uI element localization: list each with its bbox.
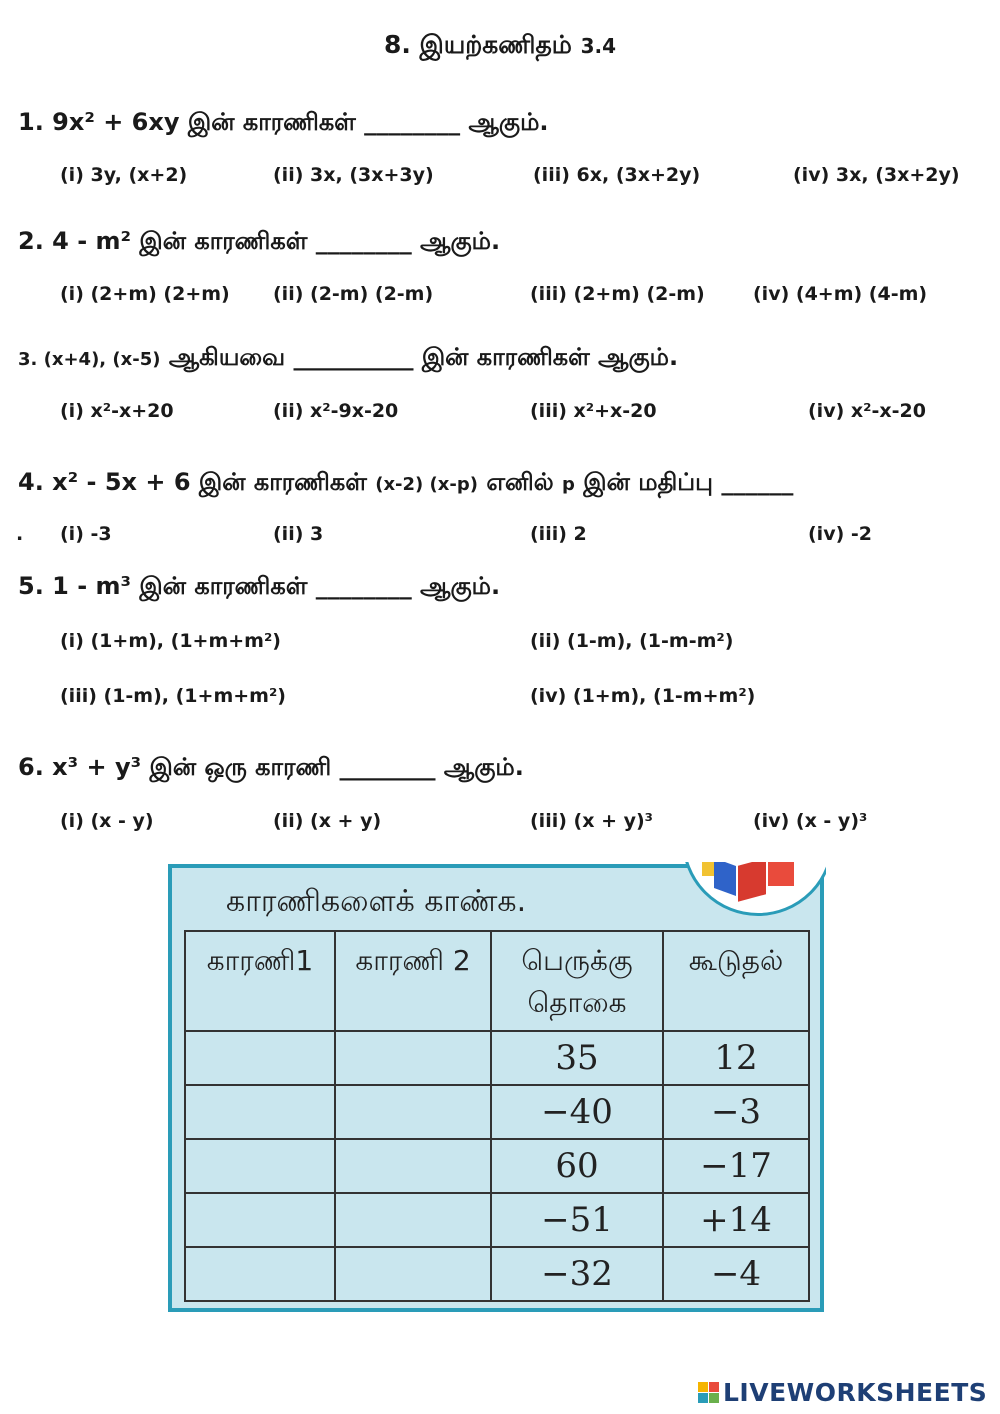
q6-option-3[interactable]: (iii) (x + y)³ [530,810,653,832]
q4-option-2[interactable]: (ii) 3 [273,523,324,545]
q4-p: p [562,474,575,495]
header-factor-2: காரணி 2 [335,931,491,1031]
q6-option-1[interactable]: (i) (x - y) [60,810,154,832]
q1-option-3[interactable]: (iii) 6x, (3x+2y) [533,164,701,186]
factor-1-input[interactable] [185,1247,335,1301]
table-header-row [185,931,809,1031]
q4-dot: . [16,523,24,545]
q4-text-e: இன் மதிப்பு ______ [583,468,794,496]
q3-text: ஆகியவை __________ இன் காரணிகள் ஆகும். [168,343,679,371]
sum-cell: 12 [663,1031,809,1085]
q5-option-2[interactable]: (ii) (1-m), (1-m-m²) [530,630,734,652]
header-factor-1: காரணி1 [185,931,335,1031]
factor-2-input[interactable] [335,1031,491,1085]
factor-1-input[interactable] [185,1193,335,1247]
sum-cell: −4 [663,1247,809,1301]
header-product: பெருக்கு தொகை [491,931,663,1031]
product-cell: −40 [491,1085,663,1139]
header-sum: கூடுதல் [663,931,809,1031]
factor-1-input[interactable] [185,1139,335,1193]
factor-2-input[interactable] [335,1139,491,1193]
q2-option-1[interactable]: (i) (2+m) (2+m) [60,283,230,305]
q3-option-2[interactable]: (ii) x²-9x-20 [273,400,399,422]
factor-box-title: காரணிகளைக் காண்க. [226,884,527,919]
factor-2-input[interactable] [335,1085,491,1139]
q5-option-1[interactable]: (i) (1+m), (1+m+m²) [60,630,281,652]
brand-icon [698,1382,719,1403]
question-6: 6. x³ + y³ இன் ஒரு காரணி ________ ஆகும். [18,753,524,781]
table-row [185,1085,809,1139]
q2-option-3[interactable]: (iii) (2+m) (2-m) [530,283,705,305]
page-title [0,30,1000,63]
factor-table [184,930,810,1302]
brand-text: LIVEWORKSHEETS [723,1378,988,1407]
question-3 [18,343,678,374]
table-row [185,1031,809,1085]
sum-cell: +14 [663,1193,809,1247]
q5-option-3[interactable]: (iii) (1-m), (1+m+m²) [60,685,286,707]
q4-option-4[interactable]: (iv) -2 [808,523,872,545]
question-5: 5. 1 - m³ இன் காரணிகள் ________ ஆகும். [18,572,501,600]
q2-option-2[interactable]: (ii) (2-m) (2-m) [273,283,434,305]
q4-text-c: எனில் [486,468,554,496]
q4-option-1[interactable]: (i) -3 [60,523,112,545]
q3-option-3[interactable]: (iii) x²+x-20 [530,400,657,422]
q6-option-2[interactable]: (ii) (x + y) [273,810,382,832]
sum-cell: −3 [663,1085,809,1139]
product-cell: −32 [491,1247,663,1301]
liveworksheets-logo[interactable] [698,1378,987,1407]
q4-factors: (x-2) (x-p) [375,474,478,495]
factor-box [168,864,824,1312]
q1-option-4[interactable]: (iv) 3x, (3x+2y) [793,164,960,186]
q1-option-1[interactable]: (i) 3y, (x+2) [60,164,188,186]
factor-1-input[interactable] [185,1031,335,1085]
question-1: 1. 9x² + 6xy இன் காரணிகள் ________ ஆகும். [18,108,549,136]
cubes-illustration [676,862,826,924]
q5-option-4[interactable]: (iv) (1+m), (1-m+m²) [530,685,756,707]
title-main: 8. இயற்கணிதம் [383,30,572,59]
table-row [185,1193,809,1247]
q3-option-1[interactable]: (i) x²-x+20 [60,400,174,422]
sum-cell: −17 [663,1139,809,1193]
q6-option-4[interactable]: (iv) (x - y)³ [753,810,868,832]
table-row [185,1139,809,1193]
product-cell: 35 [491,1031,663,1085]
q4-text-a: 4. x² - 5x + 6 இன் காரணிகள் [18,468,367,496]
q3-option-4[interactable]: (iv) x²-x-20 [808,400,926,422]
product-cell: 60 [491,1139,663,1193]
product-cell: −51 [491,1193,663,1247]
factor-2-input[interactable] [335,1247,491,1301]
factor-1-input[interactable] [185,1085,335,1139]
question-4 [18,468,793,499]
question-2: 2. 4 - m² இன் காரணிகள் ________ ஆகும். [18,227,501,255]
q4-option-3[interactable]: (iii) 2 [530,523,587,545]
table-row [185,1247,809,1301]
q3-factors: 3. (x+4), (x-5) [18,349,161,370]
q1-option-2[interactable]: (ii) 3x, (3x+3y) [273,164,434,186]
factor-2-input[interactable] [335,1193,491,1247]
title-sub: 3.4 [580,34,617,58]
q2-option-4[interactable]: (iv) (4+m) (4-m) [753,283,928,305]
